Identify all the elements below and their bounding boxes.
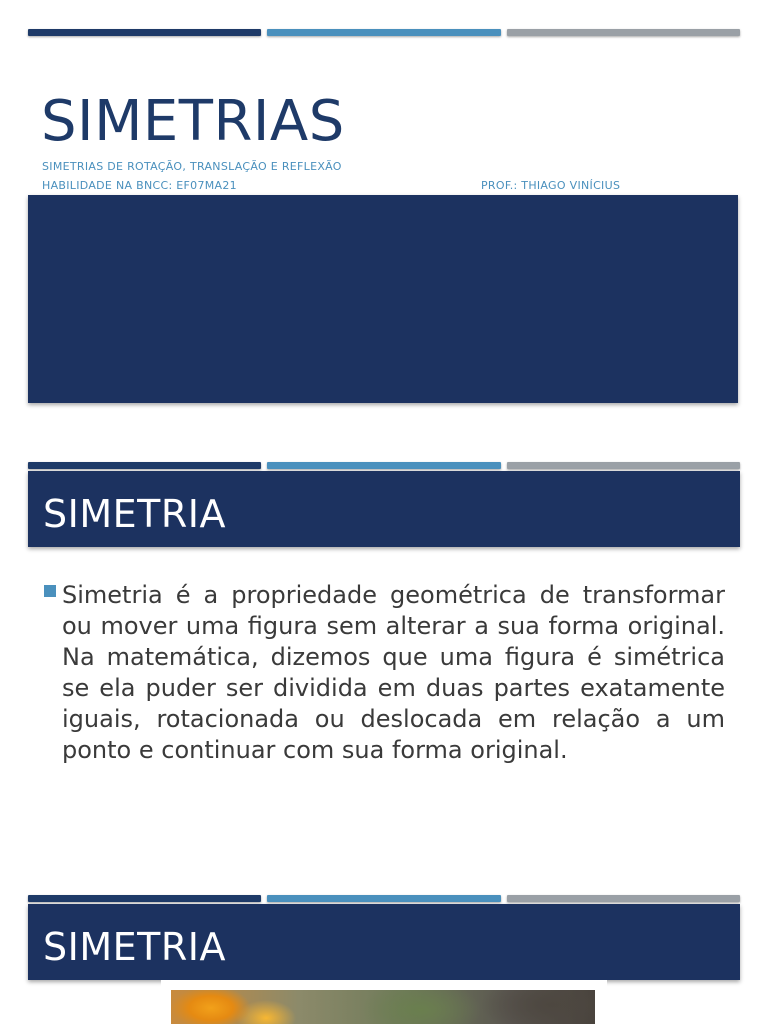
slide2-title: SIMETRIA bbox=[43, 492, 226, 536]
accent-segment-blue bbox=[267, 895, 500, 902]
accent-segment-dark bbox=[28, 462, 261, 469]
accent-segment-gray bbox=[507, 462, 740, 469]
accent-segment-gray bbox=[507, 29, 740, 36]
slide1-teacher-label: PROF.: THIAGO VINÍCIUS bbox=[481, 179, 621, 192]
accent-segment-blue bbox=[267, 462, 500, 469]
slide2-title-bar bbox=[28, 471, 740, 547]
slide3-photo-frame bbox=[161, 980, 607, 1024]
slide1-subtitle: SIMETRIAS DE ROTAÇÃO, TRANSLAÇÃO E REFLEXÃO bbox=[42, 160, 342, 173]
flower-photo bbox=[171, 990, 595, 1024]
slide2-bullet-text: Simetria é a propriedade geométrica de transformar ou mover uma figura sem alterar a sua forma original. Na matemática, dizemos que uma figura é simétrica se ela puder ser dividida em duas partes exatamente iguais, rotacionada ou deslocada em relação a um ponto e continuar com sua forma original. bbox=[62, 581, 725, 764]
slide1-navy-panel bbox=[28, 195, 738, 403]
square-bullet-icon bbox=[44, 585, 56, 597]
slide3-accent-bar bbox=[28, 895, 740, 902]
accent-segment-gray bbox=[507, 895, 740, 902]
slide3-title-bar bbox=[28, 904, 740, 980]
slide1-accent-bar bbox=[28, 29, 740, 36]
accent-segment-dark bbox=[28, 29, 261, 36]
slide3-title: SIMETRIA bbox=[43, 925, 226, 969]
slide2-bullet-item bbox=[44, 580, 725, 766]
slide1-title: SIMETRIAS bbox=[41, 89, 345, 154]
accent-segment-blue bbox=[267, 29, 500, 36]
slide1-skill-label: HABILIDADE NA BNCC: EF07MA21 bbox=[42, 179, 237, 192]
accent-segment-dark bbox=[28, 895, 261, 902]
slide2-accent-bar bbox=[28, 462, 740, 469]
